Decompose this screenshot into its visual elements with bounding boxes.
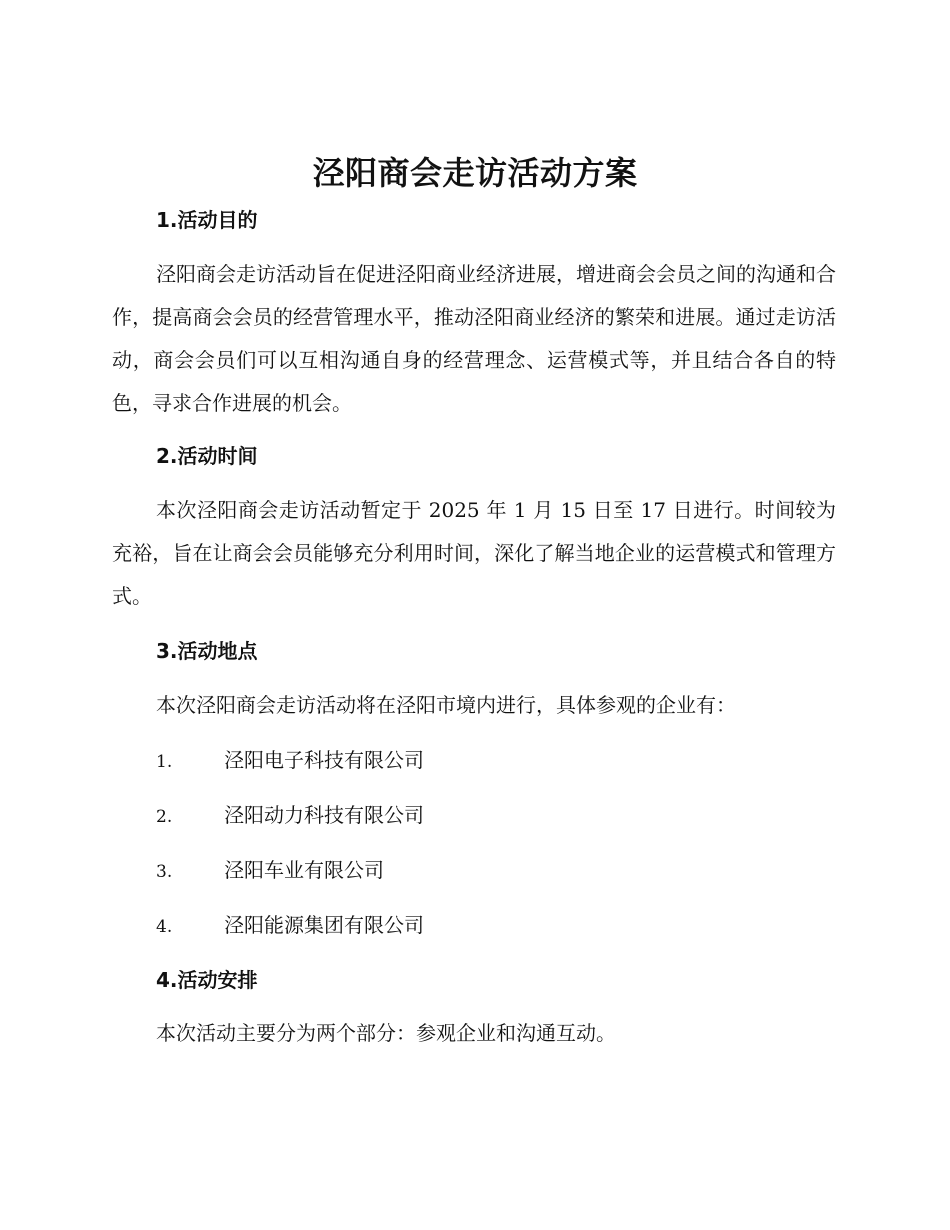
list-item	[156, 910, 424, 942]
list-item-text: 泾阳能源集团有限公司	[224, 913, 424, 937]
document-title: 泾阳商会走访活动方案	[312, 154, 638, 192]
section-paragraph-arrangement: 本次活动主要分为两个部分：参观企业和沟通互动。	[156, 1021, 616, 1045]
section-heading-time: 2.活动时间	[156, 444, 258, 468]
list-item	[156, 745, 424, 777]
section-paragraph-time: 本次泾阳商会走访活动暂定于 2025 年 1 月 15 日至 17 日进行。时间较为充裕，旨在让商会会员能够充分利用时间，深化了解当地企业的运营模式和管理方式。	[112, 498, 836, 608]
section-heading-arrangement: 4.活动安排	[156, 968, 258, 992]
list-item-text: 泾阳电子科技有限公司	[224, 748, 424, 772]
list-item-number: 2.	[156, 807, 173, 827]
list-item-number: 3.	[156, 862, 173, 882]
list-item-number: 4.	[156, 917, 173, 937]
list-item-number: 1.	[156, 752, 173, 772]
section-paragraph-purpose: 泾阳商会走访活动旨在促进泾阳商业经济进展，增进商会会员之间的沟通和合作，提高商会会员的经营管理水平，推动泾阳商业经济的繁荣和进展。通过走访活动，商会会员们可以互相沟通自身的经营理念、运营模式等，并且结合各自的特色，寻求合作进展的机会。	[112, 262, 836, 415]
list-item	[156, 800, 424, 832]
section-heading-location: 3.活动地点	[156, 639, 258, 663]
list-item	[156, 855, 384, 887]
section-paragraph-location: 本次泾阳商会走访活动将在泾阳市境内进行，具体参观的企业有：	[156, 693, 736, 717]
list-item-text: 泾阳动力科技有限公司	[224, 803, 424, 827]
section-heading-purpose: 1.活动目的	[156, 208, 258, 232]
list-item-text: 泾阳车业有限公司	[224, 858, 384, 882]
